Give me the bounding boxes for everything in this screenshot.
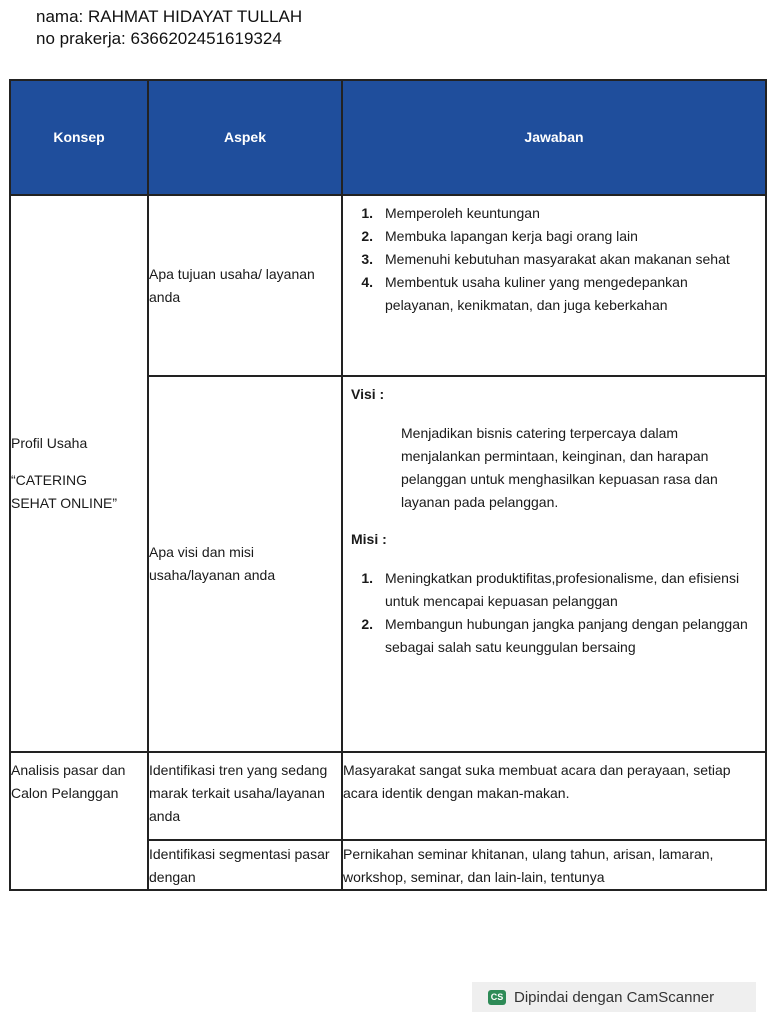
table-row [10,752,766,840]
konsep-profil-usaha [10,195,148,752]
aspek-visi-misi: Apa visi dan misi usaha/layanan anda [148,376,342,752]
konsep-profil-name: “CATERING SEHAT ONLINE” [11,472,118,511]
jawaban-visi-misi [342,376,766,752]
camscanner-watermark [472,982,756,1012]
visi-label: Visi : [351,386,385,402]
misi-list [343,567,757,659]
list-item: 4. Membentuk usaha kuliner yang mengedepankan pelayanan, kenikmatan, dan juga keberkahan [361,274,688,313]
aspek-segmentasi: Identifikasi segmentasi pasar dengan [148,840,342,890]
tujuan-list [343,202,757,317]
aspek-tujuan: Apa tujuan usaha/ layanan anda [148,195,342,376]
visi-text: Menjadikan bisnis catering terpercaya dalam menjalankan permintaan, keinginan, dan harapan pelanggan untuk menghasilkan kepuasan rasa dan layanan pada pelanggan. [401,425,718,510]
table-row [10,195,766,376]
jawaban-segmentasi: Pernikahan seminar khitanan, ulang tahun, arisan, lamaran, workshop, seminar, dan lain-lain, tentunya [342,840,766,890]
list-item: 2. Membuka lapangan kerja bagi orang lain [361,228,638,244]
prakerja-number: no prakerja: 6366202451619324 [36,29,282,48]
list-item: 2. Membangun hubungan jangka panjang dengan pelanggan sebagai salah satu keunggulan bersaing [361,616,748,655]
jawaban-tren: Masyarakat sangat suka membuat acara dan perayaan, setiap acara identik dengan makan-makan. [342,752,766,840]
header-jawaban: Jawaban [342,80,766,195]
konsep-analisis-pasar: Analisis pasar dan Calon Pelanggan [10,752,148,890]
misi-label: Misi : [351,531,387,547]
student-name: nama: RAHMAT HIDAYAT TULLAH [36,7,303,26]
table-header-row [10,80,766,195]
business-plan-table [9,79,767,891]
list-item: 1. Meningkatkan produktifitas,profesionalisme, dan efisiensi untuk mencapai kepuasan pelanggan [361,570,740,609]
konsep-profil-title: Profil Usaha [11,435,88,451]
header-konsep: Konsep [10,80,148,195]
header-aspek: Aspek [148,80,342,195]
list-item: 1. Memperoleh keuntungan [361,205,540,221]
camscanner-text: Dipindai dengan CamScanner [514,988,715,1006]
camscanner-logo-icon: CS [488,990,506,1005]
aspek-tren: Identifikasi tren yang sedang marak terkait usaha/layanan anda [148,752,342,840]
jawaban-tujuan [342,195,766,376]
list-item: 3. Memenuhi kebutuhan masyarakat akan makanan sehat [361,251,730,267]
